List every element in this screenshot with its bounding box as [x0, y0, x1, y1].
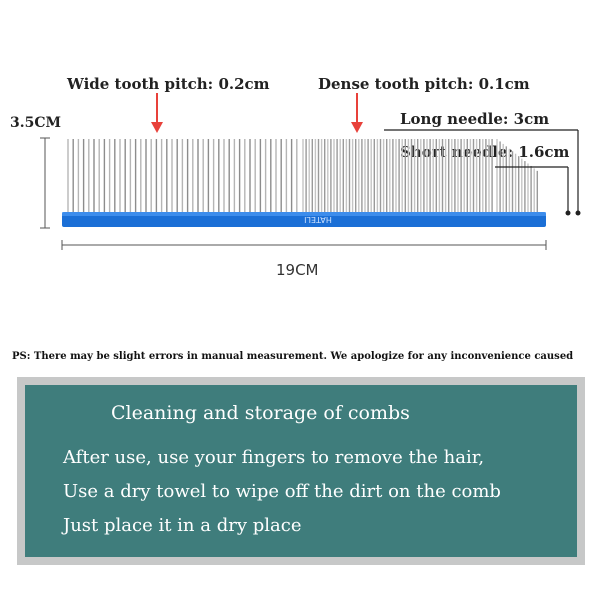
length-label: 19CM: [276, 261, 319, 279]
care-panel: [17, 377, 585, 565]
comb-teeth: [68, 139, 537, 212]
comb-diagram: [0, 60, 600, 280]
care-panel-title: Cleaning and storage of combs: [111, 402, 410, 424]
measurement-notice: PS: There may be slight errors in manual measurement. We apologize for any inconvenience caused: [12, 351, 574, 362]
dense-tooth-pitch-label: Dense tooth pitch: 0.1cm: [318, 75, 530, 93]
long-needle-label: Long needle: 3cm: [400, 110, 550, 128]
care-line-2: Use a dry towel to wipe off the dirt on the comb: [63, 481, 501, 502]
wide-tooth-pitch-label: Wide tooth pitch: 0.2cm: [67, 75, 270, 93]
height-dimension-line: [40, 138, 50, 228]
length-dimension-line: [62, 240, 546, 250]
care-line-3: Just place it in a dry place: [63, 515, 302, 536]
short-needle-label: Short needle: 1.6cm: [400, 143, 570, 161]
comb-bar: [62, 212, 546, 227]
wide-pitch-arrow: [151, 93, 163, 133]
brand-text: HATELI: [304, 215, 332, 224]
care-panel-body: [25, 385, 577, 557]
dense-pitch-arrow: [351, 93, 363, 133]
care-line-1: After use, use your fingers to remove the hair,: [63, 447, 485, 468]
height-label: 3.5CM: [10, 115, 61, 131]
